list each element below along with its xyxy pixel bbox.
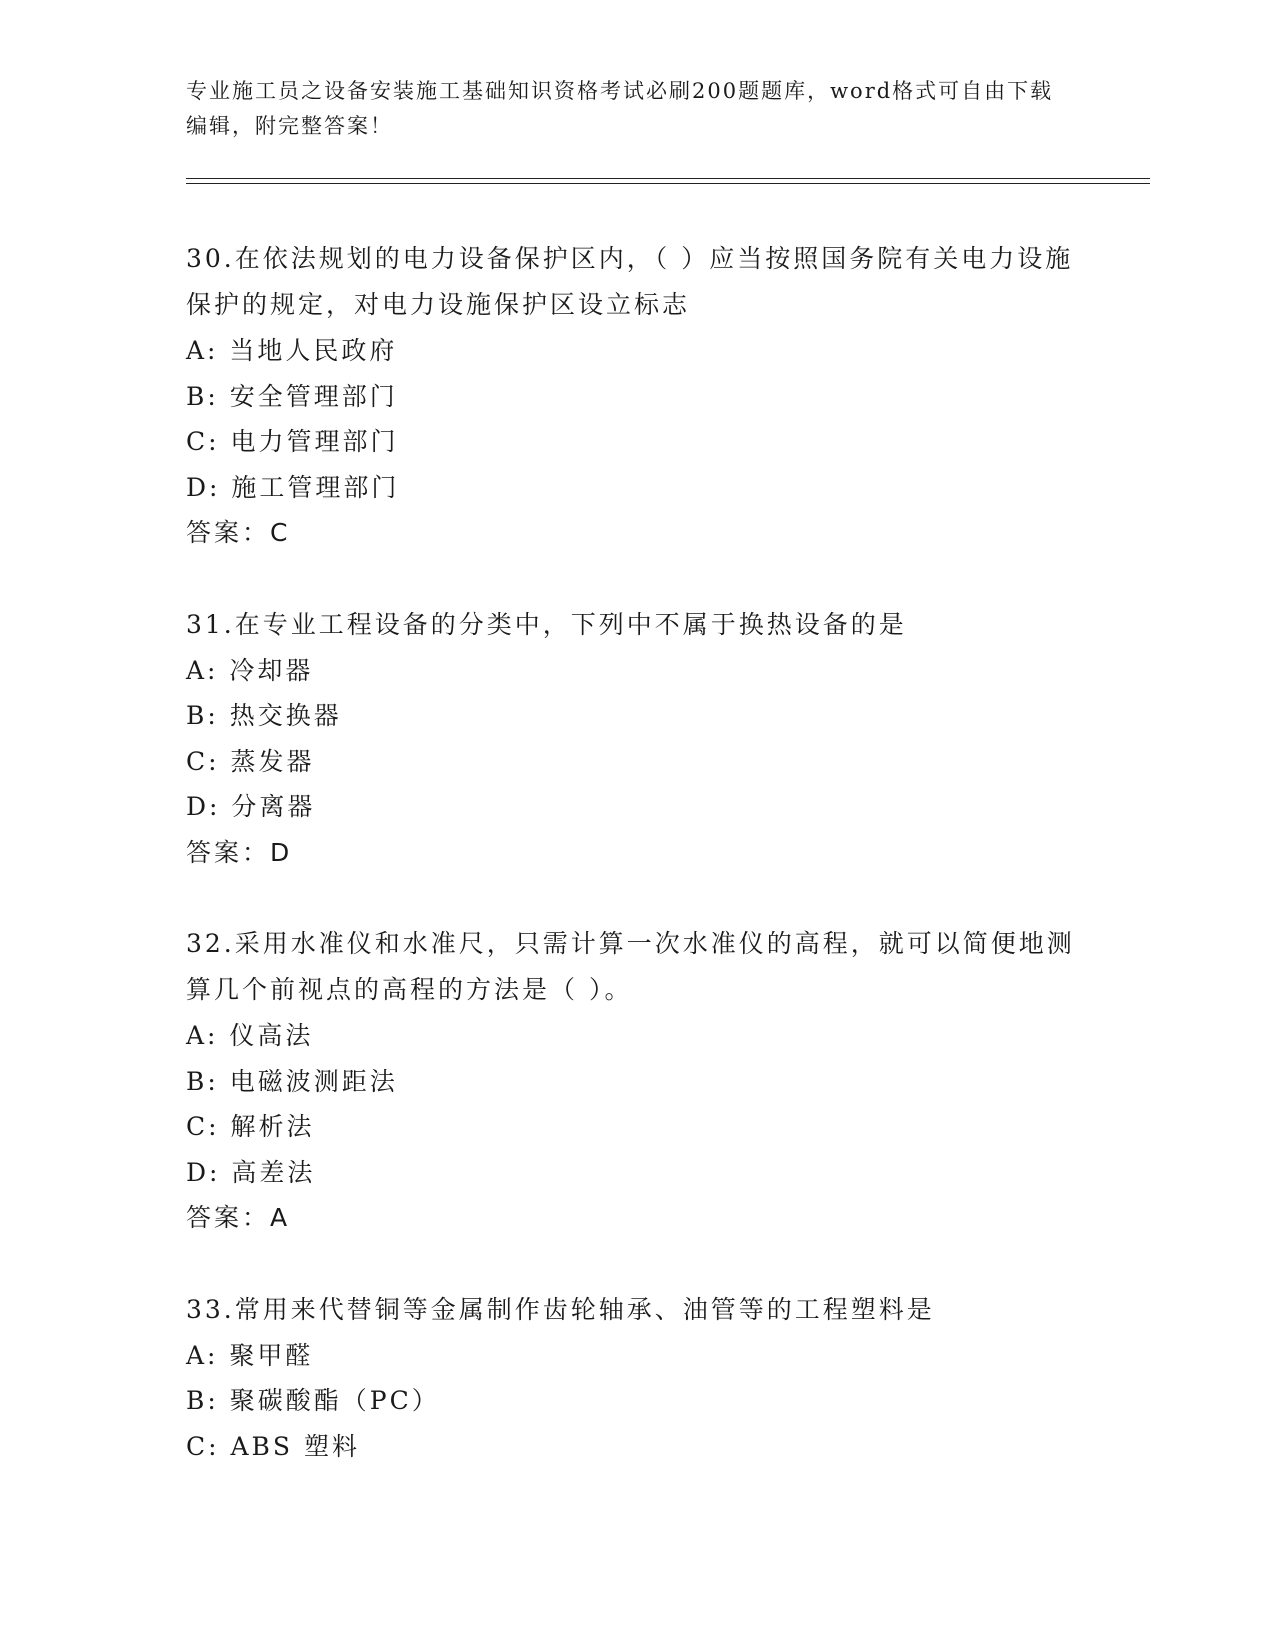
option-a: A: 当地人民政府	[186, 336, 398, 365]
option-c: C: 电力管理部门	[186, 427, 399, 456]
option-b: B: 电磁波测距法	[186, 1066, 398, 1096]
option-d: D: 施工管理部门	[186, 472, 400, 502]
option-d: D: 高差法	[186, 1157, 316, 1187]
header-divider-top	[186, 178, 1150, 179]
option-b: B: 热交换器	[186, 701, 342, 730]
question-item	[186, 236, 1086, 556]
question-item	[186, 1287, 1086, 1470]
header-divider-bottom	[186, 183, 1150, 184]
question-stem: 33.常用来代替铜等金属制作齿轮轴承、油管等的工程塑料是	[186, 1294, 935, 1324]
document-header: 专业施工员之设备安装施工基础知识资格考试必刷200题题库，word格式可自由下载编辑，附完整答案！	[186, 79, 1054, 138]
answer-text: 答案：D	[186, 837, 293, 867]
answer-text: 答案：C	[186, 518, 291, 547]
answer-text: 答案：A	[186, 1203, 291, 1232]
option-a: A: 冷却器	[186, 655, 314, 685]
option-a: A: 聚甲醛	[186, 1340, 314, 1370]
option-c: C: 蒸发器	[186, 746, 315, 776]
option-c: C: ABS 塑料	[186, 1431, 360, 1461]
question-stem: 31.在专业工程设备的分类中，下列中不属于换热设备的是	[186, 609, 907, 639]
question-item	[186, 921, 1086, 1241]
question-list	[186, 236, 1086, 1515]
option-d: D: 分离器	[186, 792, 316, 821]
option-b: B: 安全管理部门	[186, 381, 398, 411]
option-b: B: 聚碳酸酯（PC）	[186, 1386, 440, 1415]
option-c: C: 解析法	[186, 1112, 315, 1141]
question-stem: 30.在依法规划的电力设备保护区内，（ ）应当按照国务院有关电力设施保护的规定，对电力设施保护区设立标志	[186, 244, 1074, 319]
question-stem: 32.采用水准仪和水准尺，只需计算一次水准仪的高程，就可以简便地测算几个前视点的高程的方法是（ ）。	[186, 929, 1075, 1004]
question-item	[186, 602, 1086, 876]
option-a: A: 仪高法	[186, 1021, 314, 1050]
